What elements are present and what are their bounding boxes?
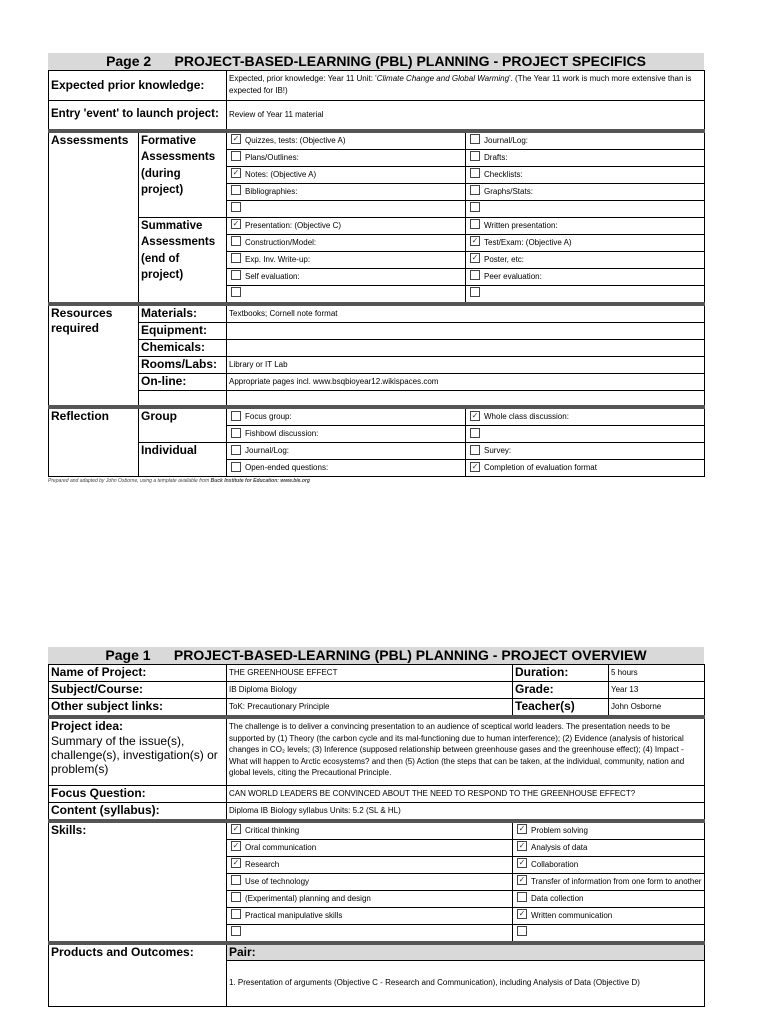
checkbox-item — [227, 856, 513, 873]
resource-type-label: Materials: — [139, 304, 227, 323]
checkbox-item — [227, 183, 466, 200]
group-label: Group — [139, 407, 227, 443]
resource-type-label: On-line: — [139, 373, 227, 390]
assessments-label: Assessments — [49, 131, 139, 304]
checkbox-icon[interactable] — [517, 926, 527, 936]
checkbox-icon[interactable] — [231, 236, 241, 246]
checkbox-icon[interactable] — [231, 926, 241, 936]
checkbox-icon[interactable] — [231, 428, 241, 438]
reflection-label: Reflection — [49, 407, 139, 477]
checkbox-label: Drafts: — [484, 152, 508, 162]
checkbox-item — [227, 443, 466, 460]
focus-value: CAN WORLD LEADERS BE CONVINCED ABOUT THE NEED TO RESPOND TO THE GREENHOUSE EFFECT? — [227, 785, 705, 802]
checkbox-item — [227, 407, 466, 426]
checkbox-icon[interactable] — [470, 428, 480, 438]
checkbox-icon[interactable] — [470, 445, 480, 455]
project-name-label: Name of Project: — [49, 665, 227, 682]
checkbox-icon[interactable] — [470, 270, 480, 280]
checkbox-label: Oral communication — [245, 842, 317, 852]
checked-box-icon[interactable]: ✓ — [232, 219, 240, 229]
checkbox-item — [227, 251, 466, 268]
page2-table — [48, 70, 705, 477]
checkbox-item — [466, 426, 705, 443]
prior-knowledge-value: Expected, prior knowledge: Year 11 Unit: 'Climate Change and Global Warming'. (The Year 11 work is much more extensive than is expected for IB!) — [227, 71, 705, 101]
checkbox-label: Plans/Outlines: — [245, 152, 299, 162]
checkbox-icon[interactable] — [231, 151, 241, 161]
checkbox-item — [466, 285, 705, 304]
checkbox-item — [513, 839, 705, 856]
checkbox-item — [466, 443, 705, 460]
checkbox-icon[interactable] — [470, 134, 480, 144]
checkbox-label: Whole class discussion: — [484, 412, 569, 421]
checked-box-icon[interactable]: ✓ — [232, 134, 240, 144]
checkbox-item — [227, 285, 466, 304]
resource-type-label: Chemicals: — [139, 339, 227, 356]
project-idea-label: Project idea: — [51, 719, 124, 733]
checkbox-label: Research — [245, 859, 280, 869]
checkbox-icon[interactable] — [231, 287, 241, 297]
checkbox-label: Bibliographies: — [245, 186, 298, 196]
resource-value: Library or IT Lab — [227, 356, 705, 373]
page2-title: Page 2 PROJECT-BASED-LEARNING (PBL) PLANNING - PROJECT SPECIFICS — [48, 53, 704, 70]
checkbox-item — [466, 268, 705, 285]
checked-box-icon[interactable]: ✓ — [518, 841, 526, 851]
page1-table — [48, 664, 705, 1007]
checkbox-item — [466, 166, 705, 183]
checkbox-item — [227, 460, 466, 477]
checkbox-item — [513, 856, 705, 873]
checked-box-icon[interactable]: ✓ — [518, 858, 526, 868]
grade-label: Grade: — [513, 682, 609, 699]
entry-event-value: Review of Year 11 material — [227, 101, 705, 131]
project-idea-sublabel: Summary of the issue(s), challenge(s), investigation(s) or problem(s) — [51, 734, 218, 776]
checkbox-item — [227, 924, 513, 943]
checkbox-icon[interactable] — [231, 270, 241, 280]
teacher-value: John Osborne — [609, 699, 705, 718]
content-label: Content (syllabus): — [49, 802, 227, 821]
subject-value: IB Diploma Biology — [227, 682, 513, 699]
checkbox-label: Construction/Model: — [245, 237, 317, 247]
checkbox-label: Problem solving — [531, 825, 588, 835]
checkbox-item — [466, 131, 705, 150]
checkbox-label: Presentation: (Objective C) — [245, 220, 342, 230]
checkbox-item — [513, 890, 705, 907]
checkbox-item — [513, 924, 705, 943]
resource-value: Appropriate pages incl. www.bsqbioyear12.wikispaces.com — [227, 373, 705, 390]
checked-box-icon[interactable]: ✓ — [471, 236, 479, 246]
checkbox-icon[interactable] — [470, 202, 480, 212]
checkbox-label: (Experimental) planning and design — [245, 893, 371, 903]
checked-box-icon[interactable]: ✓ — [232, 858, 240, 868]
page2-footer: Prepared and adapted by John Osborne, using a template available from Buck Institute for Education: www.bie.org — [48, 478, 310, 484]
checkbox-icon[interactable] — [470, 219, 480, 229]
prior-knowledge-label: Expected prior knowledge: — [49, 71, 227, 101]
checkbox-label: Poster, etc: — [484, 254, 525, 264]
checkbox-item — [466, 460, 705, 477]
checkbox-label: Practical manipulative skills — [245, 910, 343, 920]
checked-box-icon[interactable]: ✓ — [232, 168, 240, 178]
page1-sheet — [48, 647, 704, 1007]
project-idea-label-cell — [49, 717, 227, 785]
checkbox-item — [227, 873, 513, 890]
checkbox-item — [227, 200, 466, 217]
checkbox-icon[interactable] — [470, 185, 480, 195]
checkbox-item — [227, 821, 513, 840]
checkbox-item — [513, 907, 705, 924]
checkbox-label: Written communication — [531, 910, 613, 920]
checkbox-item — [227, 268, 466, 285]
checkbox-icon[interactable] — [231, 892, 241, 902]
checkbox-item — [466, 183, 705, 200]
checked-box-icon[interactable]: ✓ — [518, 824, 526, 834]
project-name-value: THE GREENHOUSE EFFECT — [227, 665, 513, 682]
pair-item: 1. Presentation of arguments (Objective C - Research and Communication), including Analysis of Data (Objective D) — [227, 960, 705, 1006]
resources-label: Resources required — [49, 304, 139, 408]
summative-label: Summative Assessments (end of project) — [139, 217, 227, 304]
checkbox-label: Critical thinking — [245, 825, 300, 835]
duration-value: 5 hours — [609, 665, 705, 682]
resource-value: Textbooks; Cornell note format — [227, 304, 705, 323]
links-label: Other subject links: — [49, 699, 227, 718]
project-idea-value: The challenge is to deliver a convincing presentation to an audience of sceptical world leaders. The presentation needs to be supported by (1) Theory (the carbon cycle and its mal-functioning due to human interference); (2) Evidence (analysis of historical changes in CO₂ levels; (3) Inference (supposed relationship between greenhouse gases and the greenhouse effect); (4) Impact - What will happen to Arctic ecosystems? and then (5) Action (the steps that can be taken, at the individual, community, nation and global levels, citing the Precautional Principle. — [227, 717, 705, 785]
resource-type-label — [139, 390, 227, 407]
checkbox-item — [227, 234, 466, 251]
checkbox-item — [513, 873, 705, 890]
skills-label: Skills: — [49, 821, 227, 943]
checkbox-item — [227, 839, 513, 856]
checkbox-label: Completion of evaluation format — [484, 463, 597, 472]
page2-sheet — [48, 53, 704, 484]
checked-box-icon[interactable]: ✓ — [518, 909, 526, 919]
checkbox-item — [466, 407, 705, 426]
checkbox-item — [227, 149, 466, 166]
checkbox-label: Open-ended questions: — [245, 463, 329, 472]
grade-value: Year 13 — [609, 682, 705, 699]
checkbox-label: Journal/Log: — [245, 446, 290, 455]
formative-label: Formative Assessments (during project) — [139, 131, 227, 218]
checkbox-label: Use of technology — [245, 876, 310, 886]
checkbox-label: Journal/Log: — [484, 135, 529, 145]
checkbox-item — [466, 200, 705, 217]
links-value: ToK: Precautionary Principle — [227, 699, 513, 718]
resource-type-label: Rooms/Labs: — [139, 356, 227, 373]
checkbox-item — [227, 890, 513, 907]
resource-value — [227, 339, 705, 356]
checkbox-label: Peer evaluation: — [484, 271, 542, 281]
checkbox-label: Checklists: — [484, 169, 523, 179]
checkbox-icon[interactable] — [231, 185, 241, 195]
products-label: Products and Outcomes: — [49, 943, 227, 1007]
checkbox-icon[interactable] — [231, 445, 241, 455]
checkbox-label: Exp. Inv. Write-up: — [245, 254, 311, 264]
checkbox-icon[interactable] — [470, 168, 480, 178]
checkbox-label: Survey: — [484, 446, 512, 455]
checkbox-item — [466, 234, 705, 251]
checked-box-icon[interactable]: ✓ — [232, 841, 240, 851]
checked-box-icon[interactable]: ✓ — [232, 824, 240, 834]
checkbox-label: Quizzes, tests: (Objective A) — [245, 135, 346, 145]
checkbox-label: Self evaluation: — [245, 271, 300, 281]
resource-type-label: Equipment: — [139, 322, 227, 339]
checkbox-item — [227, 426, 466, 443]
checkbox-label: Fishbowl discussion: — [245, 429, 319, 438]
subject-label: Subject/Course: — [49, 682, 227, 699]
checkbox-label: Data collection — [531, 893, 584, 903]
checkbox-icon[interactable] — [470, 287, 480, 297]
checkbox-item — [513, 821, 705, 840]
checkbox-icon[interactable] — [517, 892, 527, 902]
checkbox-label: Transfer of information from one form to another — [531, 876, 702, 886]
checked-box-icon[interactable]: ✓ — [471, 410, 479, 420]
checkbox-icon[interactable] — [470, 151, 480, 161]
checkbox-item — [466, 149, 705, 166]
checked-box-icon[interactable]: ✓ — [518, 875, 526, 885]
checkbox-item — [466, 217, 705, 234]
pair-label: Pair: — [227, 943, 705, 961]
checkbox-icon[interactable] — [231, 411, 241, 421]
checkbox-item — [227, 166, 466, 183]
checkbox-icon[interactable] — [231, 909, 241, 919]
resource-value — [227, 322, 705, 339]
checkbox-icon[interactable] — [231, 202, 241, 212]
checkbox-item — [466, 251, 705, 268]
checkbox-label: Graphs/Stats: — [484, 186, 533, 196]
checkbox-item — [227, 217, 466, 234]
checkbox-item — [227, 131, 466, 150]
checkbox-label: Focus group: — [245, 412, 292, 421]
individual-label: Individual — [139, 443, 227, 477]
checkbox-label: Analysis of data — [531, 842, 588, 852]
focus-label: Focus Question: — [49, 785, 227, 802]
content-value: Diploma IB Biology syllabus Units: 5.2 (SL & HL) — [227, 802, 705, 821]
teacher-label: Teacher(s) — [513, 699, 609, 718]
checkbox-icon[interactable] — [231, 462, 241, 472]
checkbox-icon[interactable] — [231, 875, 241, 885]
checkbox-icon[interactable] — [231, 253, 241, 263]
checkbox-label: Test/Exam: (Objective A) — [484, 237, 572, 247]
checkbox-label: Written presentation: — [484, 220, 558, 230]
checked-box-icon[interactable]: ✓ — [471, 461, 479, 471]
checkbox-label: Notes: (Objective A) — [245, 169, 317, 179]
entry-event-label: Entry 'event' to launch project: — [49, 101, 227, 131]
checked-box-icon[interactable]: ✓ — [471, 253, 479, 263]
resource-value — [227, 390, 705, 407]
page1-title: Page 1 PROJECT-BASED-LEARNING (PBL) PLANNING - PROJECT OVERVIEW — [48, 647, 704, 664]
checkbox-label: Collaboration — [531, 859, 579, 869]
checkbox-item — [227, 907, 513, 924]
duration-label: Duration: — [513, 665, 609, 682]
